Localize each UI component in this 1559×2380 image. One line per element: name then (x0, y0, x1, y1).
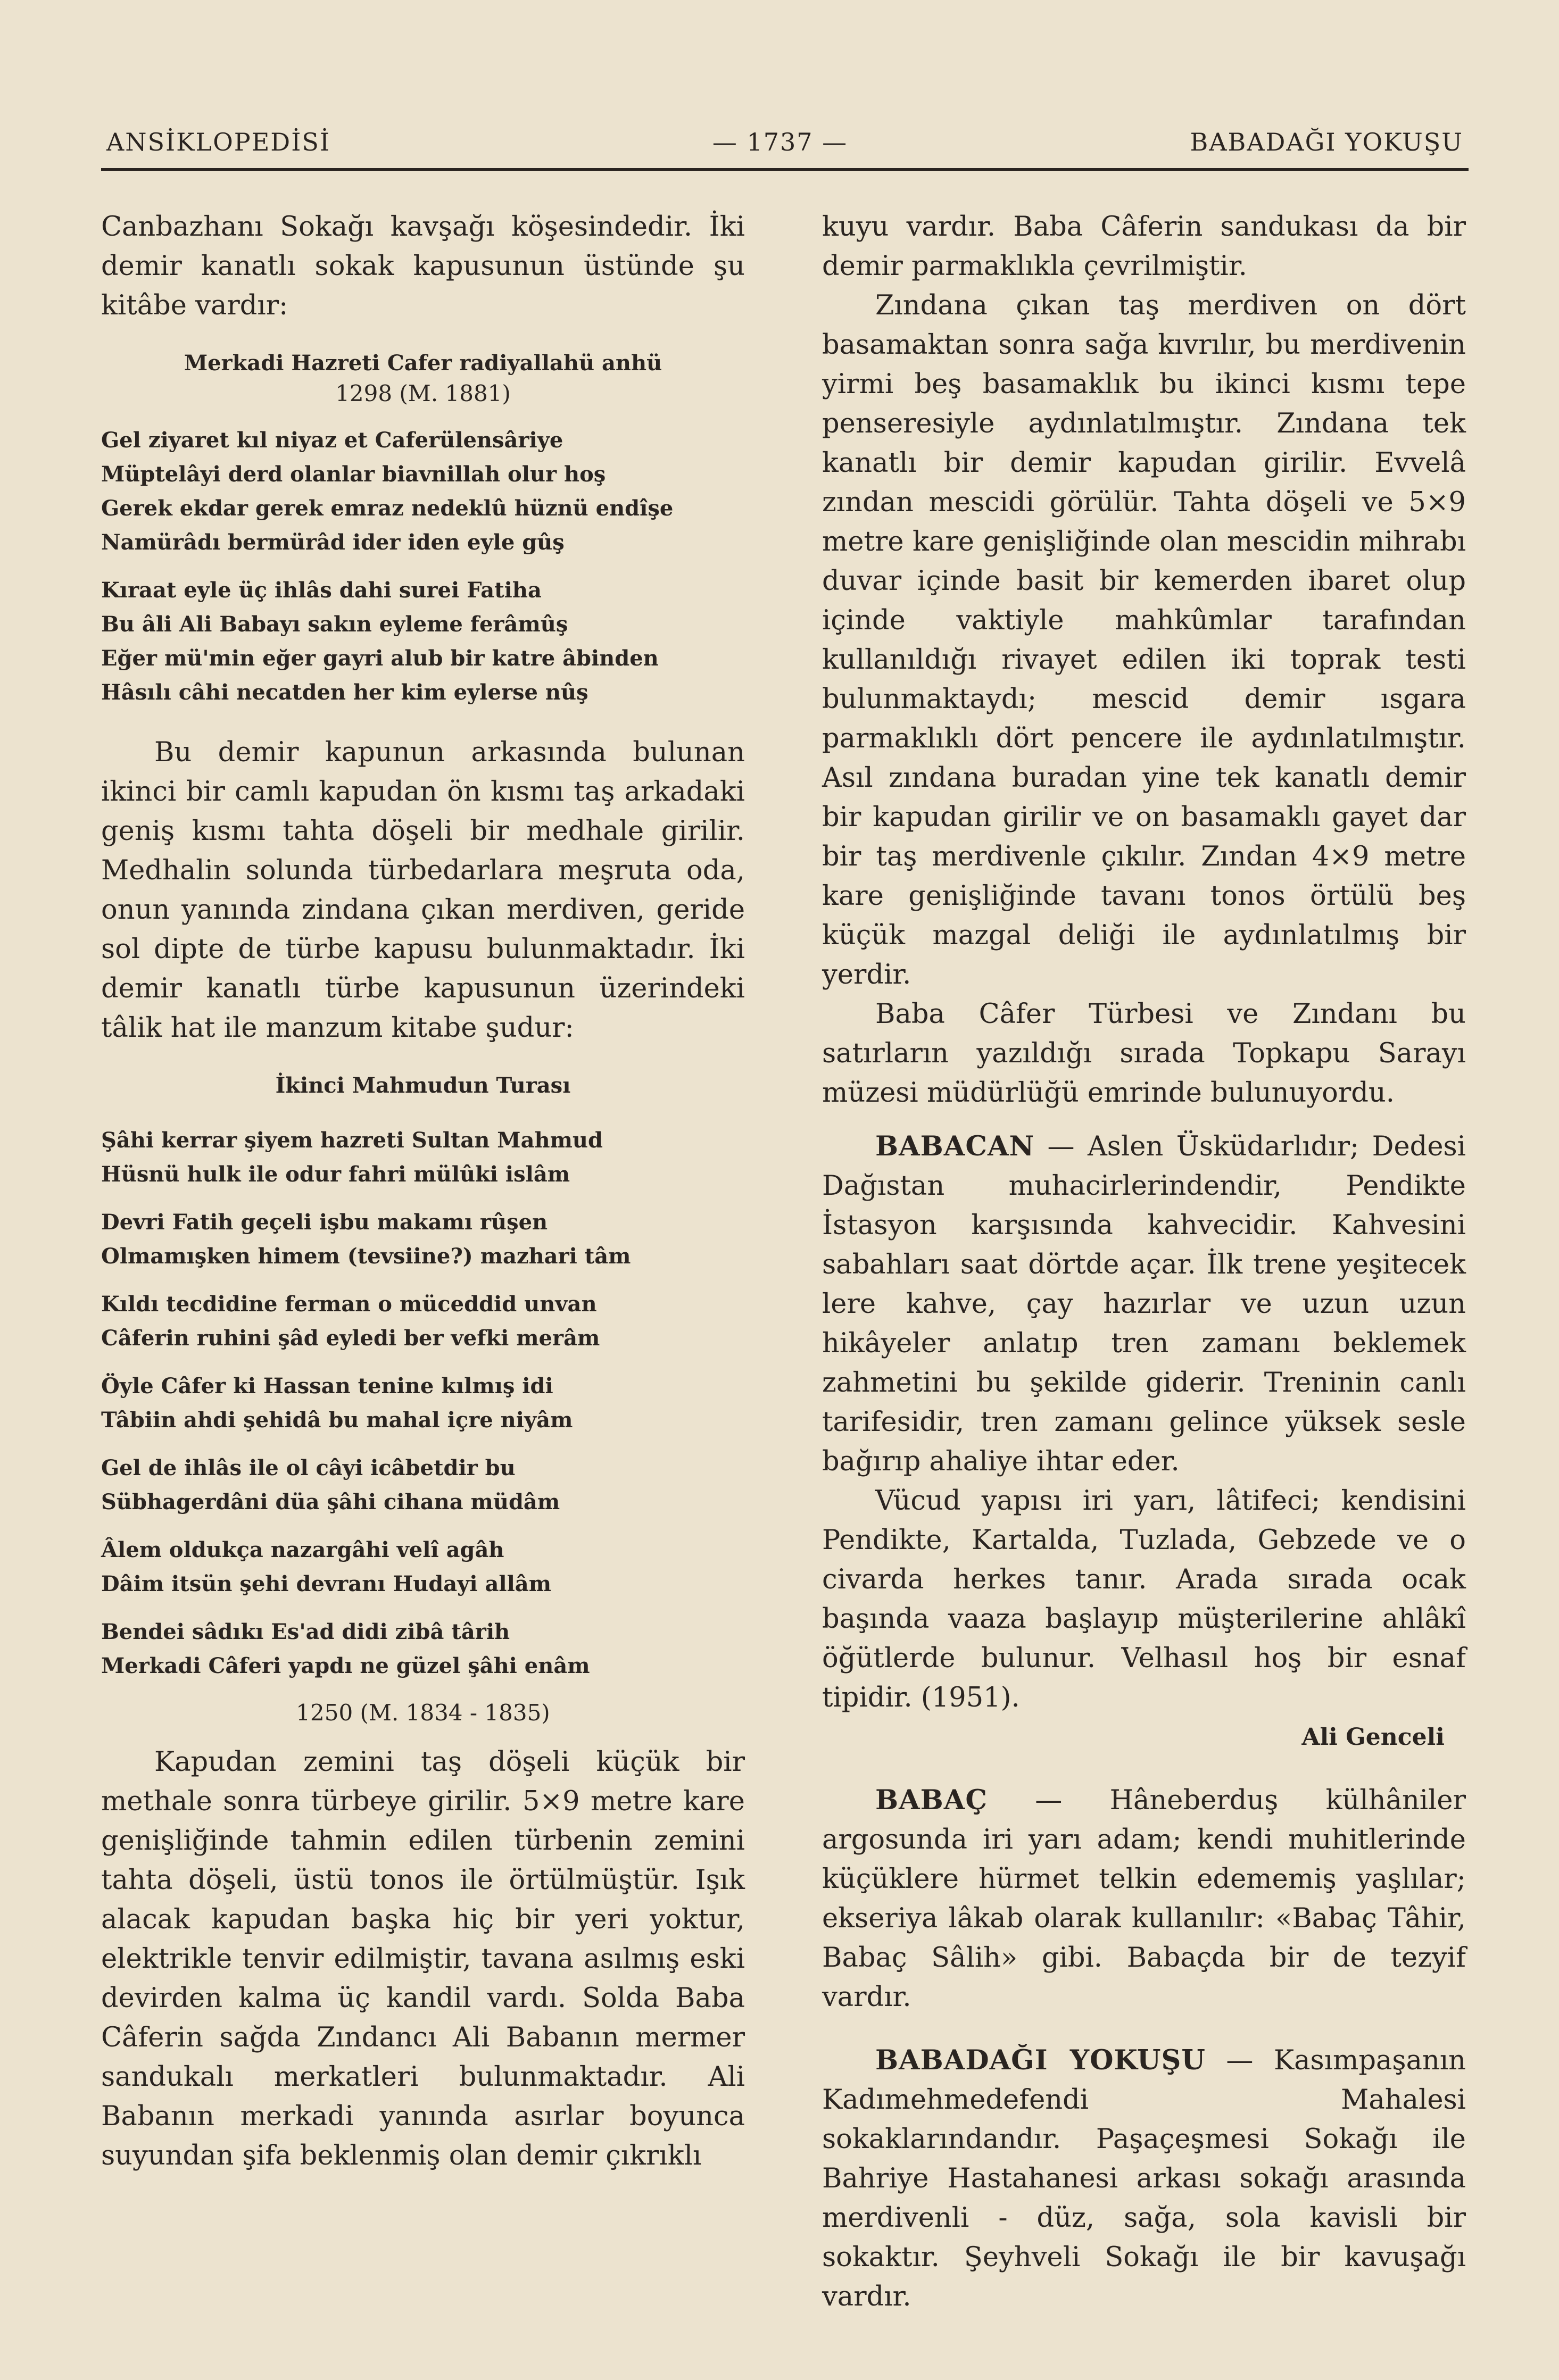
entry-text: — Hâneberduş külhâniler argosunda iri yarı adam; kendi muhitlerinde küçüklere hürmet telkin edememiş yaşlılar; ekseriya lâkab olarak kullanılır: «Babaç Tâhir, Babaç Sâlih» gibi. Babaçda bir de tezyif vardır. (822, 1785, 1466, 2013)
verse-line: Bendei sâdıkı Es'ad didi zibâ târih (101, 1619, 510, 1644)
header-rule (101, 168, 1469, 171)
verse-line: Sübhagerdâni düa şâhi cihana müdâm (101, 1489, 560, 1514)
verse2-title: İkinci Mahmudun Turası (275, 1073, 571, 1098)
left-column (101, 207, 745, 2176)
verse2-stanza (101, 1615, 745, 1683)
verse2-date: 1250 (M. 1834 - 1835) (296, 1700, 550, 1726)
intro-paragraph: Canbazhanı Sokağı kavşağı köşesindedir. İki demir kanatlı sokak kapusunun üstünde şu kitâbe vardır: (101, 211, 745, 321)
entry-babadagi-yokusu (822, 2041, 1466, 2317)
paragraph-medhal: Bu demir kapunun arkasında bulunan ikinci bir camlı kapudan ön kısmı taş arkadaki geniş kısmı tahta döşeli bir medhale girilir. Medhalin solunda türbedarlara meşruta oda, onun yanında zindana çıkan merdiven, geride sol dipte de türbe kapusu bulunmaktadır. İki demir kanatlı türbe kapusunun üzerindeki tâlik hat ile manzum kitabe şudur: (101, 737, 745, 1044)
verse-line: Gel ziyaret kıl niyaz et Caferülensâriye (101, 428, 563, 453)
verse-line: Müptelâyi derd olanlar biavnillah olur hoş (101, 462, 606, 487)
verse2-stanza (101, 1124, 745, 1192)
verse-line: Hüsnü hulk ile odur fahri mülûki islâm (101, 1162, 570, 1187)
verse-line: Bu âli Ali Babayı sakın eyleme ferâmûş (101, 612, 568, 637)
right-column (822, 207, 1466, 2317)
verse2-stanza (101, 1451, 745, 1519)
header-left: ANSİKLOPEDİSİ (106, 128, 331, 156)
verse-line: Merkadi Câferi yapdı ne güzel şâhi enâm (101, 1653, 590, 1678)
paragraph-babacan-2: Vücud yapısı iri yarı, lâtifeci; kendisini Pendikte, Kartalda, Tuzlada, Gebzede ve o civarda herkes tanır. Arada sırada ocak başında vaaza başlayıp müşterilerine ahlâkî öğütlerde bulunur. Velhasıl hoş bir esnaf tipidir. (1951). (822, 1485, 1466, 1713)
verse-line: Kıldı tecdidine ferman o müceddid unvan (101, 1292, 597, 1317)
verse-line: Kıraat eyle üç ihlâs dahi surei Fatiha (101, 578, 542, 603)
verse-line: Gerek ekdar gerek emraz nedeklû hüznü endîşe (101, 496, 674, 521)
verse-line: Şâhi kerrar şiyem hazreti Sultan Mahmud (101, 1128, 603, 1153)
header-right: BABADAĞI YOKUŞU (1190, 128, 1463, 156)
verse2-stanza (101, 1287, 745, 1355)
verse-line: Hâsılı câhi necatden her kim eylerse nûş (101, 680, 588, 705)
verse-line: Âlem oldukça nazargâhi velî agâh (101, 1537, 504, 1562)
verse2-stanza (101, 1369, 745, 1437)
verse-line: Namürâdı bermürâd ider iden eyle gûş (101, 530, 565, 555)
verse-line: Devri Fatih geçeli işbu makamı rûşen (101, 1210, 548, 1235)
verse-line: Tâbiin ahdi şehidâ bu mahal içre niyâm (101, 1408, 573, 1433)
verse-line: Dâim itsün şehi devranı Hudayi allâm (101, 1571, 552, 1596)
entry-text: — Kasımpaşanın Kadımehmedefendi Mahalesi sokaklarındandır. Paşaçeşmesi Sokağı ile Bahriye Hastahanesi arkası sokağı arasında merdivenli - düz, sağa, sola kavisli bir sokaktır. Şeyhveli Sokağı ile bir kavuşağı vardır. (822, 2045, 1466, 2312)
paragraph-museum: Baba Câfer Türbesi ve Zındanı bu satırların yazıldığı sırada Topkapu Sarayı müzesi müdürlüğü emrinde bulunuyordu. (822, 998, 1466, 1109)
paragraph-zindan: Zındana çıkan taş merdiven on dört basamaktan sonra sağa kıvrılır, bu merdivenin yirmi beş basamaklık bu ikinci kısmı tepe penseresiyle aydınlatılmıştır. Zındana tek kanatlı bir demir kapudan girilir. Evvelâ zından mescidi görülür. Tahta döşeli ve 5×9 metre kare genişliğinde olan mescidin mihrabı duvar içinde basit bir kemerden ibaret olup içinde vaktiyle mahkûmlar tarafından kullanıldığı rivayet edilen iki toprak testi bulunmaktaydı; mescid demir ısgara parmaklıklı dört pencere ile aydınlatılmıştır. Asıl zındana buradan yine tek kanatlı demir bir kapudan girilir ve on basamaklı gayet dar bir taş merdivenle çıkılır. Zından 4×9 metre kare genişliğinde tavanı tonos örtülü beş küçük mazgal deliği ile aydınlatılmış bir yerdir. (822, 290, 1466, 991)
verse1-title: Merkadi Hazreti Cafer radiyallahü anhü (184, 351, 662, 376)
verse-line: Olmamışken himem (tevsiine?) mazhari tâm (101, 1244, 631, 1269)
paragraph-turbe: Kapudan zemini taş döşeli küçük bir methale sonra türbeye girilir. 5×9 metre kare genişliğinde tahmin edilen türbenin zemini tahta döşeli, üstü tonos ile örtülmüştür. Işık alacak kapudan başka hiç bir yeri yoktur, elektrikle tenvir edilmiştir, tavana asılmış eski devirden kalma üç kandil vardı. Solda Baba Câferin sağda Zındancı Ali Babanın mermer sandukalı merkatleri bulunmaktadır. Ali Babanın merkadi yanında asırlar boyunca suyundan şifa beklenmiş olan demir çıkrıklı (101, 1746, 745, 2171)
entry-head-babac: BABAÇ (875, 1784, 988, 1816)
verse-line: Öyle Câfer ki Hassan tenine kılmış idi (101, 1374, 553, 1399)
entry-text: — Aslen Üsküdarlıdır; Dedesi Dağıstan muhacirlerindendir, Pendikte İstasyon karşısında kahvecidir. Kahvesini sabahları saat dörtde açar. İlk trene yeşitecek lere kahve, çay hazırlar ve uzun uzun hikâyeler anlatıp tren zamanı beklemek zahmetini bu şekilde giderir. Treninin canlı tarifesidir, tren zamanı gelince yüksek sesle bağırıp ahaliye ihtar eder. (822, 1131, 1466, 1477)
paragraph-continuation: kuyu vardır. Baba Câferin sandukası da bir demir parmaklıkla çevrilmiştir. (822, 211, 1466, 282)
entry-head-babadagi: BABADAĞI YOKUŞU (875, 2044, 1206, 2076)
verse1-stanza (101, 573, 745, 710)
page-number: — 1737 — (712, 128, 848, 156)
author-signature: Ali Genceli (1301, 1724, 1445, 1751)
entry-head-babacan: BABACAN (875, 1130, 1035, 1162)
verse-line: Eğer mü'min eğer gayri alub bir katre âbinden (101, 646, 659, 671)
entry-babacan (822, 1127, 1466, 1482)
verse-line: Câferin ruhini şâd eyledi ber vefki merâm (101, 1326, 600, 1351)
entry-babac (822, 1780, 1466, 2017)
verse2-stanza (101, 1533, 745, 1601)
verse1-date: 1298 (M. 1881) (335, 380, 511, 406)
verse2-stanza (101, 1205, 745, 1274)
verse-line: Gel de ihlâs ile ol câyi icâbetdir bu (101, 1455, 516, 1480)
verse1-stanza (101, 423, 745, 560)
